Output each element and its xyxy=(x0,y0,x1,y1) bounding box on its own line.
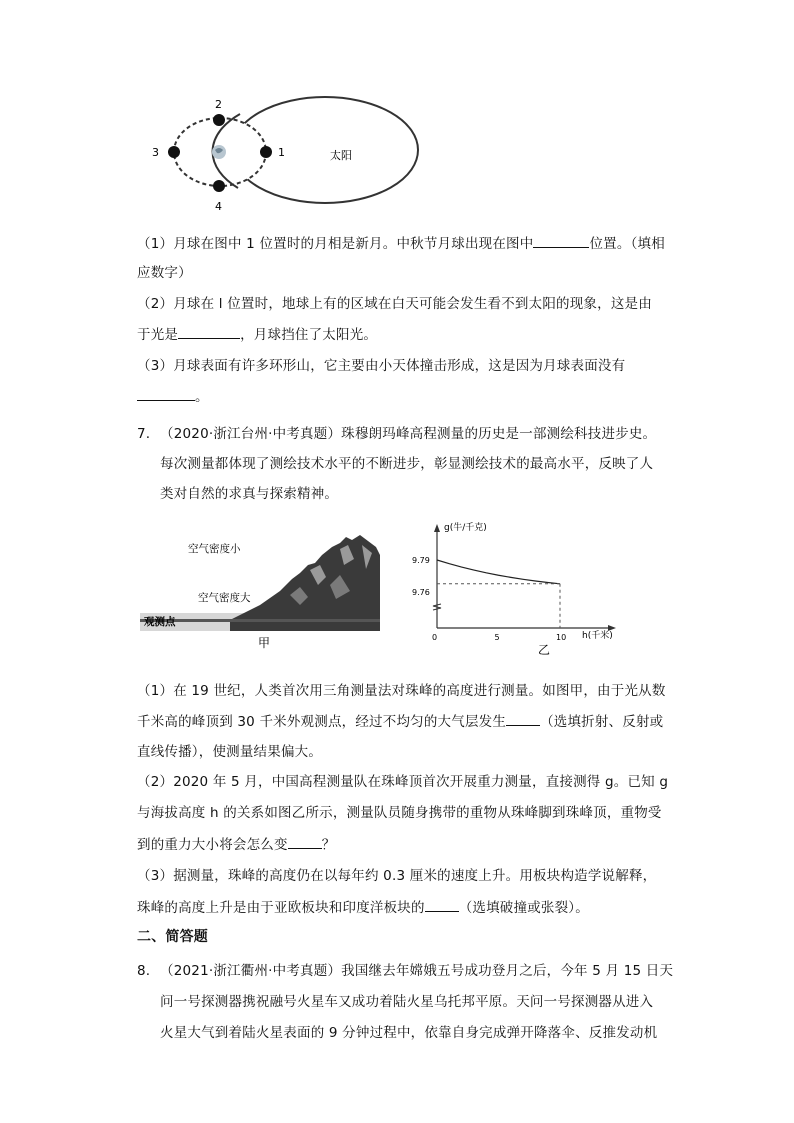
moon-position-2 xyxy=(213,114,225,126)
caption-yi: 乙 xyxy=(538,643,551,657)
q6-s1-text: （1）月球在图中 1 位置时的月相是新月。中秋节月球出现在图中 xyxy=(137,236,534,252)
answer-blank[interactable] xyxy=(137,386,195,401)
q8-line3: 火星大气到着陆火星表面的 9 分钟过程中，依靠自身完成弹开降落伞、反推发动机 xyxy=(160,1025,658,1041)
q7-s1-text: 千米高的峰顶到 30 千米外观测点，经过不均匀的大气层发生 xyxy=(137,714,507,730)
moon-position-3 xyxy=(168,146,180,158)
q6-s3-text: 。 xyxy=(195,389,209,405)
label-1: 1 xyxy=(278,146,285,159)
q7-s1-line3: 直线传播），使测量结果偏大。 xyxy=(137,744,323,760)
q6-line2: 应数字） xyxy=(137,265,192,281)
x-tick-label: 10 xyxy=(556,633,567,642)
q7-s3-line2 xyxy=(137,897,589,918)
answer-blank[interactable] xyxy=(425,897,459,912)
q6-s1-text: 位置。（填相 xyxy=(589,236,665,252)
q6-line3: （2）月球在 l 位置时，地球上有的区域在白天可能会发生看不到太阳的现象，这是由 xyxy=(137,296,652,312)
moon-phase-diagram xyxy=(140,92,420,217)
series-line xyxy=(437,560,560,584)
x-axis-label: h(千米) xyxy=(582,631,613,641)
answer-blank[interactable] xyxy=(178,324,240,339)
answer-blank[interactable] xyxy=(288,834,322,849)
q6-line5: （3）月球表面有许多环形山，它主要由小天体撞击形成，这是因为月球表面没有 xyxy=(137,358,626,374)
y-axis-label: g(牛/千克) xyxy=(444,523,487,533)
q7-s3-line1: （3）据测量，珠峰的高度仍在以每年约 0.3 厘米的速度上升。用板块构造学说解释， xyxy=(137,868,657,884)
x-tick-label: 5 xyxy=(494,633,500,642)
moon-position-1 xyxy=(260,146,272,158)
q6-s2-text: 于光是 xyxy=(137,327,179,343)
label-3: 3 xyxy=(152,146,159,159)
chart-series xyxy=(437,560,560,628)
answer-blank[interactable] xyxy=(506,711,540,726)
figure-jia-mountain xyxy=(140,525,390,653)
q6-line6 xyxy=(137,386,209,407)
label-observation-point: 观测点 xyxy=(144,616,176,628)
label-low-density: 空气密度小 xyxy=(188,543,241,555)
q7-s1-line1: （1）在 19 世纪，人类首次用三角测量法对珠峰的高度进行测量。如图甲，由于光从数 xyxy=(137,683,666,699)
q7-line1: （2020·浙江台州·中考真题）珠穆朗玛峰高程测量的历史是一部测绘科技进步史。 xyxy=(160,426,657,442)
axis-break xyxy=(433,604,441,610)
q6-line4 xyxy=(137,324,377,345)
q7-number: 7. xyxy=(137,426,151,442)
label-4: 4 xyxy=(215,200,222,213)
moon-position-4 xyxy=(213,180,225,192)
q7-line3: 类对自然的求真与探索精神。 xyxy=(160,486,339,502)
y-tick-label: 9.79 xyxy=(412,556,430,565)
section-title: 二、简答题 xyxy=(137,929,208,945)
q8-line2: 问一号探测器携祝融号火星车又成功着陆火星乌托邦平原。天问一号探测器从进入 xyxy=(160,994,654,1010)
y-tick-label: 9.76 xyxy=(412,588,430,597)
q7-s2-text: 到的重力大小将会怎么变 xyxy=(137,837,288,853)
q7-s3-text: （选填破撞或张裂）。 xyxy=(458,900,589,916)
q8-line1: （2021·浙江衢州·中考真题）我国继去年嫦娥五号成功登月之后，今年 5 月 15 日天 xyxy=(160,963,674,979)
label-high-density: 空气密度大 xyxy=(198,592,251,604)
q7-s2-line2: 与海拔高度 h 的关系如图乙所示，测量队员随身携带的重物从珠峰脚到珠峰顶，重物受 xyxy=(137,805,662,821)
x-tick-label: 0 xyxy=(432,633,438,642)
answer-blank[interactable] xyxy=(533,233,589,248)
mountain-shape xyxy=(230,535,380,631)
q7-s1-text: （选填折射、反射或 xyxy=(540,714,664,730)
label-sun: 太阳 xyxy=(330,149,352,162)
q6-line1 xyxy=(137,233,665,254)
q6-s2-text: ，月球挡住了太阳光。 xyxy=(240,327,378,343)
label-2: 2 xyxy=(215,98,222,111)
q7-s3-text: 珠峰的高度上升是由于亚欧板块和印度洋板块的 xyxy=(137,900,425,916)
figure-yi-chart xyxy=(410,520,630,660)
q8-number: 8. xyxy=(137,963,151,979)
chart-ticks xyxy=(412,556,566,642)
q7-s2-text: ？ xyxy=(321,837,336,853)
q7-line2: 每次测量都体现了测绘技术水平的不断进步，彰显测绘技术的最高水平，反映了人 xyxy=(160,456,654,472)
caption-jia: 甲 xyxy=(258,636,271,650)
q7-s2-line3 xyxy=(137,834,335,855)
q7-s2-line1: （2）2020 年 5 月，中国高程测量队在珠峰顶首次开展重力测量，直接测得 g。已知 g xyxy=(137,774,669,790)
q7-s1-line2 xyxy=(137,711,663,732)
